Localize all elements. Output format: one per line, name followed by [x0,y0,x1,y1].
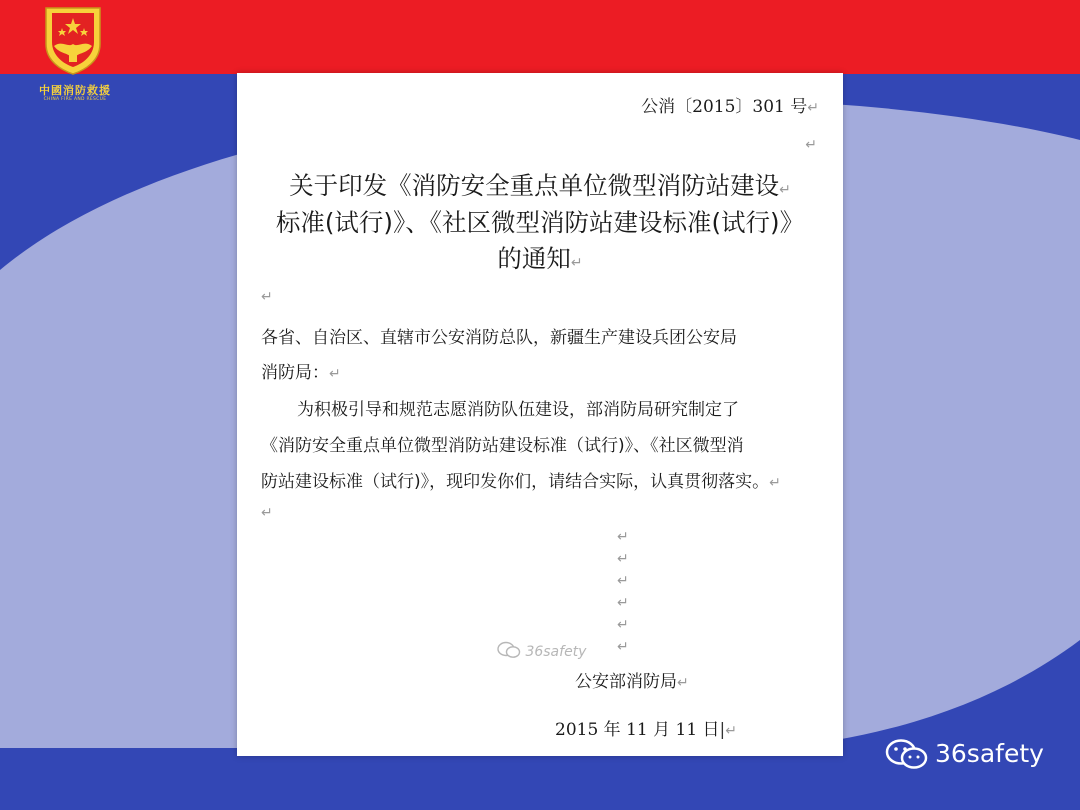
fire-rescue-emblem-icon [40,6,106,76]
paragraph-mark: ↵ [617,573,629,589]
addressee-line-1: 各省、自治区、直辖市公安消防总队，新疆生产建设兵团公安局 [261,328,737,348]
paragraph-mark: ↵ [617,529,629,545]
document-title-line-2: 标准(试行)》、《社区微型消防站建设标准(试行)》 [275,208,805,237]
paragraph-mark: ↵ [617,551,629,567]
paragraph-mark: ↵ [261,289,273,305]
document-watermark [497,641,586,663]
body-line-1: 为积极引导和规范志愿消防队伍建设，部消防局研究制定了 [297,400,739,420]
body-line-3: 防站建设标准（试行)》，现印发你们，请结合实际，认真贯彻落实。↵ [261,472,781,492]
emblem-title: 中國消防救援 [39,84,111,97]
document-title-line-3: 的通知↵ [497,244,583,273]
emblem-subtitle: CHINA FIRE AND RESCUE [43,97,107,102]
paragraph-mark: ↵ [617,595,629,611]
watermark-text: 36safety [935,739,1044,768]
document-number: 公消〔2015〕301 号↵ [641,97,819,117]
paragraph-mark: ↵ [617,639,629,655]
wechat-icon [497,641,521,663]
paragraph-mark: ↵ [261,505,273,521]
page-watermark [885,738,1044,772]
wechat-icon [885,738,929,772]
issuer-name: 公安部消防局↵ [575,672,689,692]
body-line-2: 《消防安全重点单位微型消防站建设标准（试行)》、《社区微型消 [261,436,744,456]
addressee-line-2: 消防局：↵ [261,363,341,383]
paragraph-mark: ↵ [617,617,629,633]
document-title-line-1: 关于印发《消防安全重点单位微型消防站建设↵ [289,171,791,200]
watermark-text: 36safety [525,644,587,660]
issue-date: 2015 年 11 月 11 日|↵ [555,720,738,740]
paragraph-mark: ↵ [805,137,817,153]
paragraph-mark: ↵ [807,100,819,116]
